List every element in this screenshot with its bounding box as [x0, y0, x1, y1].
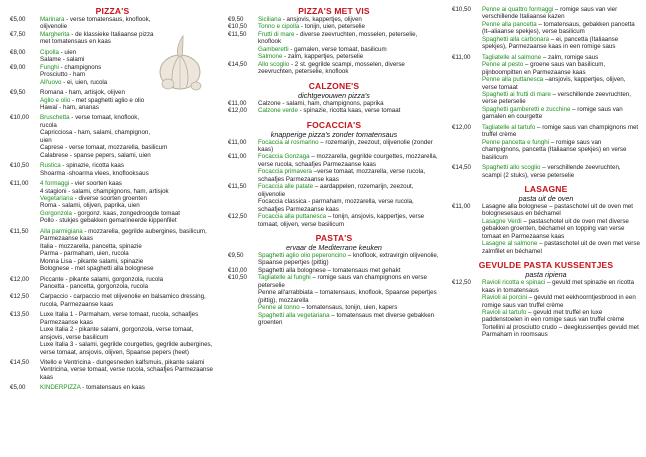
- item-description: Capricciosa - ham, salami, champignon, uien: [40, 129, 151, 144]
- right-column: [452, 6, 640, 339]
- menu-item: [452, 61, 640, 76]
- item-description: - met spaghetti aglio e olio: [70, 96, 145, 104]
- item-name: All'uovo: [40, 78, 62, 86]
- calzone-list: [228, 100, 440, 115]
- item-name: Ravioli ricotta e spinaci: [482, 279, 546, 287]
- menu-item: [10, 276, 215, 283]
- menu-item: [228, 274, 440, 289]
- item-description: Prosciutto - ham: [40, 71, 86, 79]
- middle-column: [228, 6, 440, 327]
- item-description: - uien: [58, 48, 77, 56]
- menu-item: [10, 64, 215, 71]
- item-name: Penne alla pancetta: [482, 20, 537, 28]
- item-description: – romige saus van champignons en verse peterselie: [258, 274, 427, 289]
- item-name: Tonno e cipolla: [258, 23, 300, 31]
- menu-item: [228, 153, 440, 168]
- pizza-list: [10, 16, 215, 392]
- item-price: €11,00: [228, 153, 247, 161]
- item-name: Salmone: [258, 53, 283, 61]
- menu-item: [228, 46, 440, 53]
- item-description: – groene saus van basilicum, pijnboompitten en Parmezaanse kaas: [482, 61, 606, 76]
- item-description: - diverse zeevruchten, mosselen, peterselie, knoflook: [258, 30, 418, 46]
- section-subtitle-gevulde-pasta: pasta ripiena: [525, 270, 567, 280]
- item-price: €12,00: [452, 123, 471, 131]
- item-price: €7,50: [10, 30, 26, 38]
- item-name: Ravioli ai porcini: [482, 294, 528, 302]
- item-description: –verse tomaat, mozzarella, verse rucola, schaafjes Parmezaanse kaas: [258, 168, 426, 183]
- item-price: €10,50: [10, 162, 29, 170]
- item-description: – romige saus van vier verschillende Italiaanse kazen: [482, 6, 618, 21]
- item-description: Shoarma -shoarma vlees, knoflooksaus: [40, 169, 149, 177]
- item-description: – knoflook, extravirgin olijvenolie, Spaanse pepertjes (pittig): [258, 251, 439, 267]
- item-description: Calabrese - spanse pepers, salami, uien: [40, 151, 151, 159]
- item-description: – gevuld met spinazie en ricotta kaas in tomatensaus: [482, 279, 635, 294]
- section-subtitle-calzones: dichtgevouwen pizza's: [298, 90, 370, 100]
- item-price: €12,00: [228, 107, 247, 115]
- item-description: Pollo - stukjes gebakken gemarineerde kippenfilet: [40, 217, 177, 225]
- item-description: Parma - parmaham, uien, rucola: [40, 250, 129, 258]
- menu-item: [452, 139, 640, 161]
- item-description: – gevuld met eekhoorntjesbrood in een romige saus van truffel crème: [482, 294, 636, 309]
- section-title-calzones: CALZONE'S: [308, 80, 360, 91]
- menu-item: [452, 279, 640, 294]
- item-description: - tomatensaus en kaas: [80, 384, 145, 392]
- menu-item: [10, 89, 215, 96]
- pasta-list: [228, 252, 440, 327]
- item-description: - gorgonz. kaas, zongedroogde tomaat: [72, 209, 181, 217]
- item-description: Luxe Italia 3 - salami, gegrilde courgettes, gegrilde aubergines, verse tomaat, ansjovis, olijven, Spaanse pepers (heet): [40, 341, 213, 356]
- item-description: – tonijn, ansjovis, kappertjes, verse tomaat, olijven, verse basilicum: [258, 213, 425, 228]
- item-name: Spaghetti alla carbonara: [482, 35, 550, 43]
- item-description: 4 stagioni - salami, champignons, ham, artisjok: [40, 187, 169, 195]
- item-price: €13,50: [10, 311, 29, 319]
- item-description: Roma - salami, olijven, paprika, uien: [40, 202, 140, 210]
- menu-item: [452, 36, 640, 51]
- item-description: - diverse soorten groenten: [73, 194, 147, 202]
- item-description: –ansjovis, kappertjes, olijven, verse tomaat: [482, 76, 626, 91]
- item-price: €10,50: [452, 6, 471, 13]
- menu-item: [10, 250, 215, 257]
- item-price: €11,00: [228, 99, 247, 107]
- menu-item: [10, 384, 215, 391]
- item-description: – gevuld met truffel en luxe paddenstoelen in een romige saus van truffel crème: [482, 308, 625, 324]
- section-title-pizzas-met-vis: PIZZA'S MET VIS: [298, 6, 370, 16]
- item-description: - spinazie, ricotta kaas, verse tomaat: [297, 107, 401, 115]
- item-name: Marinara: [40, 16, 65, 23]
- item-description: Pancetta - pancetta, gorgonzola, rucola: [40, 282, 149, 290]
- menu-item: [228, 183, 440, 198]
- item-description: – romige saus van champignons met truffel crème: [482, 123, 639, 139]
- item-price: €10,50: [228, 23, 247, 31]
- menu-item: [452, 6, 640, 21]
- menu-item: [452, 309, 640, 324]
- menu-item: [228, 139, 440, 154]
- item-name: Funghi: [40, 63, 59, 71]
- item-description: Focaccia classica - parmaham, mozzarella, verse rucola, schaafjes Parmezaanse kaas: [258, 198, 414, 213]
- item-description: Hawaï - ham, ananas: [40, 103, 99, 111]
- menu-item: [10, 79, 215, 86]
- item-price: €5,00: [10, 16, 26, 23]
- item-price: €14,50: [10, 359, 29, 367]
- item-name: Calzone verde: [258, 107, 298, 115]
- item-name: Bruschetta: [40, 114, 70, 122]
- item-description: Luxe Italia 1 - Parmaham, verse tomaat, rucola, schaafjes Parmezaanse kaas: [40, 311, 199, 326]
- menu-item: [228, 16, 440, 23]
- item-description: – tomatensaus, tonijn, uien, kapers: [299, 304, 398, 312]
- item-price: €14,50: [452, 164, 471, 172]
- item-name: Ravioli al tartufo: [482, 308, 527, 316]
- item-name: Tagliatelle ai funghi: [258, 274, 311, 282]
- item-name: Frutti di mare: [258, 30, 295, 38]
- menu-item: [10, 326, 215, 341]
- menu-item: [10, 152, 215, 159]
- item-description: - ansjovis, kappertjes, olijven: [281, 16, 362, 23]
- item-description: – romige saus van garnalen en courgette: [482, 105, 623, 121]
- item-name: Margherita: [40, 30, 70, 38]
- menu-item: [228, 53, 440, 60]
- item-price: €12,50: [452, 279, 471, 287]
- item-description: Penne all'arrabbiata – tomatensaus, knoflook, Spaanse pepertjes (pittig), mozzarella: [258, 289, 437, 304]
- menu-item: [10, 243, 215, 250]
- menu-item: [228, 289, 440, 304]
- section-title-lasagne: LASAGNE: [524, 183, 568, 194]
- pizza-column: [10, 6, 215, 392]
- menu-item: [452, 106, 640, 121]
- item-name: Gamberetti: [258, 45, 289, 53]
- item-description: – verschillende zeevruchten, scampi (2 stuks), verse peterselie: [482, 164, 621, 179]
- menu-item: [452, 240, 640, 255]
- item-description: – tomatensaus met diverse gebakken groenten: [258, 311, 435, 327]
- section-subtitle-focaccias: knapperige pizza's zonder tomatensaus: [270, 129, 398, 139]
- item-description: Vitello e Ventricina - dungesneden kalfsmuis, pikante salami Ventricina, verse tomaat, verse rucola, schaafjes Parmezaanse kaas: [40, 359, 213, 381]
- item-description: - garnalen, verse tomaat, basilicum: [288, 45, 387, 53]
- item-description: – romige saus van champignons, pancetta (Italiaanse spekjes) en verse basilicum: [482, 138, 627, 161]
- menu-item: [10, 265, 215, 272]
- item-name: Alla parmigiana: [40, 227, 83, 235]
- item-name: Focaccia Gonzaga: [258, 153, 310, 161]
- item-name: Penne ai quattro formaggi: [482, 6, 554, 13]
- focaccia-list: [228, 139, 440, 228]
- menu-item: [228, 61, 440, 76]
- menu-item: [228, 252, 440, 267]
- item-name: Gorgonzola: [40, 209, 72, 217]
- ravioli-list: [452, 279, 640, 339]
- item-description: Salame - salami: [40, 56, 85, 64]
- menu-item: [452, 91, 640, 106]
- menu-item: [452, 54, 640, 61]
- item-description: - de klassieke Italiaanse pizza met tomatensaus en kaas: [40, 30, 154, 46]
- item-name: Cipolla: [40, 48, 59, 56]
- item-price: €12,00: [10, 275, 29, 283]
- menu-item: [10, 56, 215, 63]
- item-price: €5,00: [10, 384, 26, 392]
- item-price: €14,50: [228, 60, 247, 68]
- item-price: €11,00: [228, 138, 247, 146]
- menu-item: [10, 170, 215, 177]
- menu-item: [10, 144, 215, 151]
- menu-item: [10, 97, 215, 104]
- item-description: Carpaccio - carpaccio met olijvenolie en balsamico dressing, rucola, Parmezaanse kaas: [40, 293, 206, 308]
- menu-item: [10, 359, 215, 381]
- menu-item: [452, 294, 640, 309]
- menu-item: [10, 341, 215, 356]
- menu-item: [10, 162, 215, 169]
- item-name: Tagliatelle al tartufo: [482, 123, 536, 131]
- menu-item: [228, 304, 440, 311]
- menu-item: [10, 16, 215, 31]
- menu-item: [228, 267, 440, 274]
- item-description: - tonijn, uien, peterselie: [299, 23, 365, 31]
- menu-item: [452, 324, 640, 339]
- item-price: €11,50: [228, 30, 247, 38]
- item-price: €10,50: [228, 274, 247, 282]
- item-description: – ei, pancetta (Italiaanse spekjes), Parmezaanse kaas in een romige saus: [482, 35, 619, 51]
- menu-item: [228, 31, 440, 46]
- item-description: – pastaschotel uit de oven met diverse gebakken groenten, béchamel en topping van verse tomaat en Parmezaanse kaas: [482, 217, 629, 240]
- item-description: Spaghetti alla bolognese – tomatensaus met gehakt: [258, 266, 401, 274]
- item-name: Penne al pesto: [482, 61, 524, 69]
- menu-item: [452, 21, 640, 36]
- item-description: Italia - mozzarella, pancetta, spinazie: [40, 242, 142, 250]
- item-name: Aglio e olio: [40, 96, 71, 104]
- item-description: - verse tomatensaus, knoflook, olijvenolie: [40, 16, 151, 31]
- section-title-pizzas: PIZZA'S: [95, 6, 130, 16]
- item-price: €12,50: [10, 293, 29, 301]
- menu-item: [10, 228, 215, 243]
- item-price: €12,50: [228, 213, 247, 221]
- menu-item: [452, 124, 640, 139]
- item-description: – rozemarijn, zeezout, olijvenolie (zonder kaas): [258, 138, 433, 153]
- item-price: €9,50: [10, 89, 26, 97]
- item-price: €11,00: [452, 202, 471, 210]
- item-description: Calzone - salami, ham, champignons, paprika: [258, 99, 384, 107]
- menu-item: [228, 168, 440, 183]
- menu-item: [10, 293, 215, 308]
- item-name: Vegetariana: [40, 194, 74, 202]
- item-name: Spaghetti alla vegetariana: [258, 311, 330, 319]
- item-price: €10,00: [10, 114, 29, 122]
- menu-item: [10, 210, 215, 217]
- menu-item: [10, 217, 215, 224]
- item-description: Caprese - verse tomaat, mozzarella, basilicum: [40, 144, 168, 152]
- section-subtitle-pastas: ervaar de Mediterrane keuken: [286, 242, 382, 252]
- item-description: Bolognese - met spaghetti alla bolognese: [40, 265, 154, 273]
- item-price: €11,50: [10, 227, 29, 235]
- item-description: Tortellini al prosciutto crudo – deegkussentjes gevuld met Parmaham in roomsaus: [482, 323, 639, 339]
- item-name: Lasagne al salmone: [482, 240, 538, 248]
- menu-item: [452, 203, 640, 218]
- item-name: Penne alla puttanesca: [482, 76, 544, 84]
- item-price: €8,00: [10, 48, 26, 56]
- menu-item: [228, 107, 440, 114]
- item-description: - zalm, kappertjes, peterselie: [282, 53, 364, 61]
- item-name: Tagliatelle al salmone: [482, 53, 542, 61]
- menu-item: [10, 31, 215, 46]
- menu-item: [228, 312, 440, 327]
- item-description: Piccante - pikante salami, gorgonzola, rucola: [40, 275, 164, 283]
- item-description: - champignons: [58, 63, 102, 71]
- item-name: Rustica: [40, 162, 61, 170]
- item-name: Spaghetti ai frutti di mare: [482, 90, 551, 98]
- lasagne-list: [452, 203, 640, 255]
- item-name: Focaccia alle patate: [258, 183, 314, 191]
- item-name: Spaghetti aglio olio peperoncino: [258, 251, 347, 259]
- item-price: €10,00: [228, 266, 247, 274]
- item-price: €11,00: [10, 180, 29, 188]
- section-title-gevulde-pasta: GEVULDE PASTA KUSSENTJES: [478, 260, 614, 271]
- item-price: €9,00: [10, 63, 26, 71]
- item-name: Focaccia al rosmarino: [258, 138, 319, 146]
- section-subtitle-lasagne: pasta uit de oven: [518, 193, 574, 203]
- section-title-focaccias: FOCACCIA'S: [306, 119, 362, 130]
- item-description: - verse tomaat, knoflook, rucola: [40, 114, 140, 129]
- item-description: Luxe Italia 2 - pikante salami, gorgonzola, verse tomaat, ansjovis, verse basilicum: [40, 326, 194, 341]
- item-price: €11,00: [452, 53, 471, 61]
- menu-item: [228, 213, 440, 228]
- item-description: - spinazie, ricotta kaas: [60, 162, 124, 170]
- item-name: KINDERPIZZA: [40, 384, 81, 392]
- item-description: Romana - ham, artisjok, olijven: [40, 89, 125, 97]
- item-description: – aardappelen, rozemarijn, zeezout, olijvenolie: [258, 183, 414, 198]
- menu-item: [452, 164, 640, 179]
- menu-item: [10, 202, 215, 209]
- menu-item: [10, 188, 215, 195]
- item-name: Allo scoglio: [258, 60, 290, 68]
- pasta-list-continued: [452, 6, 640, 179]
- item-description: – mozzarella, gegrilde courgettes, mozzarella, verse rucola, schaafjes Parmezaanse kaas: [258, 153, 438, 168]
- item-description: - vier soorten kaas: [69, 180, 122, 188]
- item-description: – tomatensaus, gebakken pancetta (It–aliaanse spekjes), verse basilicum: [482, 20, 635, 36]
- menu-item: [452, 218, 640, 240]
- item-name: 4 formaggi: [40, 180, 70, 188]
- item-description: – verschillende zeevruchten, verse peterselie: [482, 90, 631, 106]
- item-price: €9,50: [228, 251, 244, 259]
- item-description: Lasagne alla bolognese – pastaschotel uit de oven met bolognesesaus en béchamel: [482, 202, 634, 218]
- item-description: - mozzarella, gegrilde aubergines, basilicum, Parmezaanse kaas: [40, 227, 207, 243]
- item-description: – pastaschotel uit de oven met verse zalmfilet en béchamel: [482, 240, 640, 255]
- menu-item: [10, 71, 215, 78]
- menu-item: [228, 100, 440, 107]
- item-name: Penne al tonno: [258, 304, 300, 312]
- item-description: - ei, uien, rucola: [61, 78, 108, 86]
- section-title-pastas: PASTA'S: [315, 232, 353, 243]
- menu-item: [10, 258, 215, 265]
- item-name: Penne pancetta e funghi: [482, 138, 550, 146]
- item-description: - 2 st. gegrilde scampi, mosselen, diverse zeevruchten, peterselie, knoflook: [258, 60, 405, 76]
- menu-item: [10, 129, 215, 144]
- menu-item: [10, 311, 215, 326]
- item-name: Siciliana: [258, 16, 282, 23]
- menu-item: [10, 49, 215, 56]
- menu-item: [10, 283, 215, 290]
- item-description: – zalm, romige saus: [541, 53, 599, 61]
- menu-item: [10, 104, 215, 111]
- menu-item: [10, 195, 215, 202]
- item-name: Focaccia alla puttanesca: [258, 213, 327, 221]
- item-name: Focaccia primavera: [258, 168, 312, 176]
- menu-item: [228, 23, 440, 30]
- menu-item: [10, 180, 215, 187]
- item-price: €9,50: [228, 16, 244, 23]
- item-name: Spaghetti gamberetti e zucchine: [482, 105, 571, 113]
- menu-item: [10, 114, 215, 129]
- pizza-met-vis-list: [228, 16, 440, 76]
- item-price: €11,50: [228, 183, 247, 191]
- item-description: Monna Lisa - pikante salami, spinazie: [40, 257, 144, 265]
- menu-item: [228, 198, 440, 213]
- menu-item: [452, 76, 640, 91]
- item-name: Spaghetti allo scoglio: [482, 164, 541, 172]
- item-name: Lasagne Verdi: [482, 217, 522, 225]
